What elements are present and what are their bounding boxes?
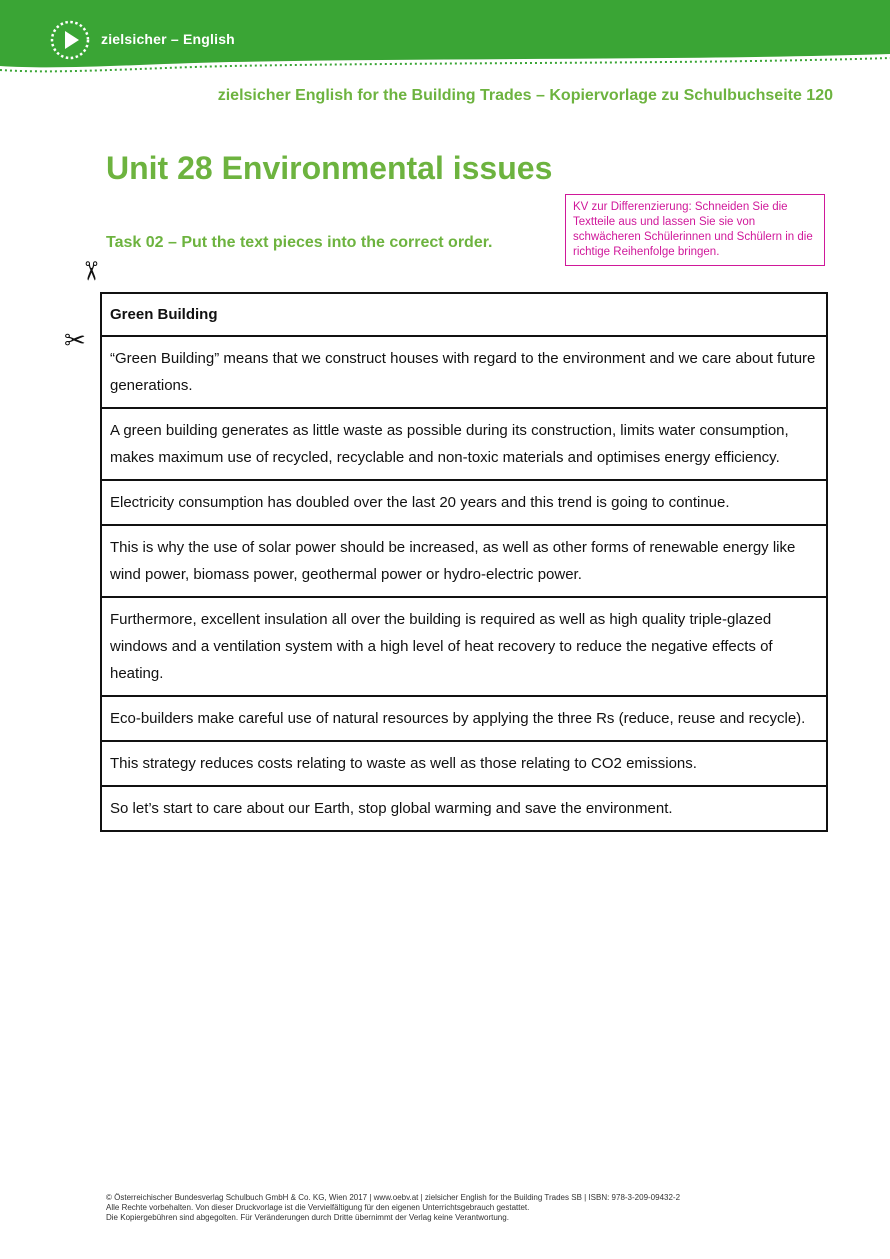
text-piece: A green building generates as little waste as possible during its construction, limits water consumption, makes maximum use of recycled, recyclable and non-toxic materials and optimises energy efficiency.	[102, 409, 826, 481]
text-piece: This is why the use of solar power should be increased, as well as other forms of renewable energy like wind power, biomass power, geothermal power or hydro-electric power.	[102, 526, 826, 598]
text-piece: Furthermore, excellent insulation all over the building is required as well as high quality triple-glazed windows and a ventilation system with a high level of heat recovery to reduce the negative effects of heating.	[102, 598, 826, 697]
footer	[106, 1193, 680, 1223]
text-piece-heading: Green Building	[102, 294, 826, 337]
teacher-note: KV zur Differenzierung: Schneiden Sie die Textteile aus und lassen Sie sie von schwächeren Schülerinnen und Schülern in die richtige Reihenfolge bringen.	[565, 194, 825, 266]
text-piece: So let’s start to care about our Earth, stop global warming and save the environment.	[110, 800, 673, 817]
scissors-icon: ✂	[75, 260, 106, 282]
fees-line: Die Kopiergebühren sind abgegolten. Für Veränderungen durch Dritte übernimmt der Verlag keine Verantwortung.	[106, 1213, 509, 1222]
text-pieces-table	[100, 292, 828, 832]
page-title: Unit 28 Environmental issues	[106, 150, 553, 186]
text-piece: Eco-builders make careful use of natural resources by applying the three Rs (reduce, reuse and recycle).	[102, 697, 826, 742]
brand-name: zielsicher – English	[101, 31, 235, 47]
text-piece: Electricity consumption has doubled over the last 20 years and this trend is going to continue.	[102, 481, 826, 526]
play-circle-icon	[50, 20, 90, 60]
scissors-icon: ✂	[64, 325, 86, 355]
text-piece: “Green Building” means that we construct houses with regard to the environment and we care about future generations.	[102, 337, 826, 409]
task-instruction: Task 02 – Put the text pieces into the correct order.	[106, 234, 493, 251]
copyright-line: © Österreichischer Bundesverlag Schulbuch GmbH & Co. KG, Wien 2017 | www.oebv.at | zielsicher English for the Building Trades SB | ISBN: 978-3-209-09432-2	[106, 1193, 681, 1202]
page-subtitle: zielsicher English for the Building Trades – Kopiervorlage zu Schulbuchseite 120	[217, 87, 833, 104]
rights-line: Alle Rechte vorbehalten. Von dieser Druckvorlage ist die Vervielfältigung für den eigenen Unterrichtsgebrauch gestattet.	[106, 1203, 530, 1212]
text-piece: This strategy reduces costs relating to waste as well as those relating to CO2 emissions.	[102, 742, 826, 787]
